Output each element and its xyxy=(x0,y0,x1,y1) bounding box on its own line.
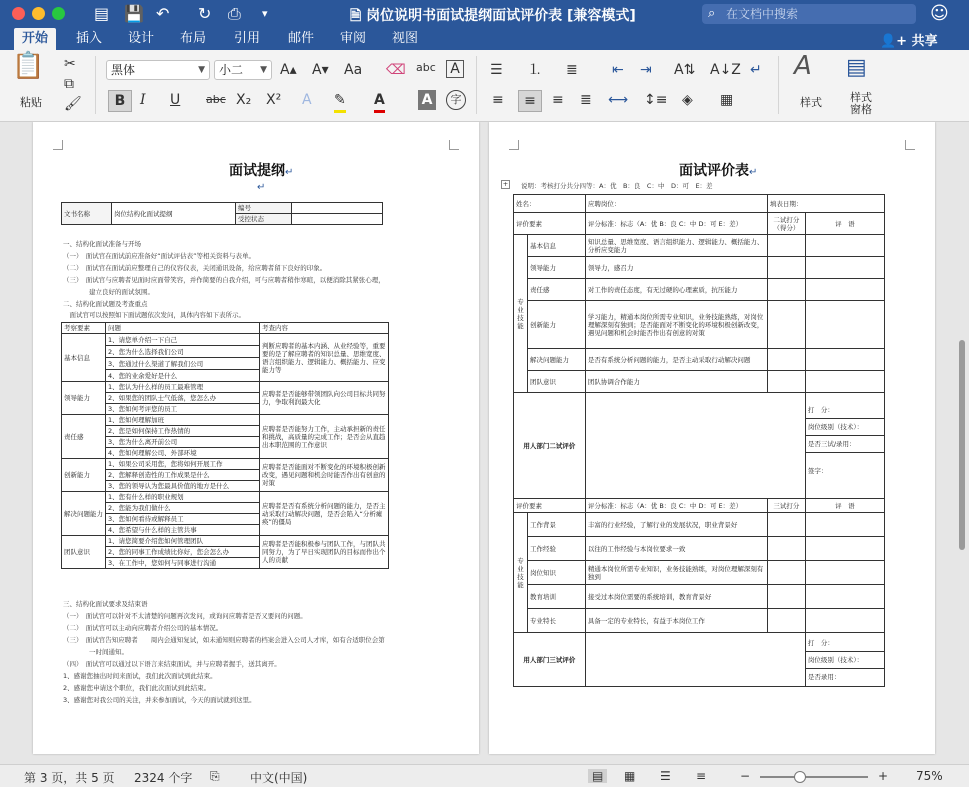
bold-button[interactable]: B xyxy=(108,90,132,112)
hire-field[interactable]: 是否录用： xyxy=(807,672,841,681)
right-page-title: 面试评价表↵ xyxy=(679,163,758,179)
table-header: 考查内容 xyxy=(260,323,389,334)
content-cell: 判断应聘者的基本内涵、从业经验等，重要要的是了解应聘者的知识总量、思维宽度、语言组织能力、逻辑能力、概括能力、应变能力等 xyxy=(260,334,389,382)
strikethrough-button[interactable]: abc xyxy=(206,93,226,106)
comment-cell[interactable] xyxy=(805,585,884,609)
title-bar xyxy=(0,0,969,28)
print-layout-view-icon[interactable]: ▤ xyxy=(588,769,607,783)
table-header: 考察要素 xyxy=(62,323,106,334)
score-field[interactable]: 打 分： xyxy=(806,635,884,652)
paragraph-mark-icon: ↵ xyxy=(285,167,294,178)
standard-cell: 是否有系统分析问题的能力，是否主动采取行动解决问题 xyxy=(585,349,767,371)
hire-field[interactable]: 是否三试/录用： xyxy=(806,436,884,453)
character-shading-icon[interactable]: A xyxy=(418,90,436,110)
table-header: 三试打分 xyxy=(767,499,805,513)
copy-icon[interactable]: ⧉ xyxy=(64,76,74,92)
tab-view[interactable]: 视图 xyxy=(392,31,419,46)
justify-icon[interactable]: ≣ xyxy=(580,92,592,108)
standard-cell: 对工作的责任态度，有无过硬的心理素质，抗压能力 xyxy=(585,279,767,301)
factor-cell: 责任感 xyxy=(528,279,586,301)
tab-home[interactable]: 开始 xyxy=(14,28,56,50)
sidebar-toggle-icon[interactable]: ▤ xyxy=(94,4,110,23)
score-cell[interactable] xyxy=(767,513,805,537)
outline-view-icon[interactable]: ☰ xyxy=(660,769,671,783)
change-case-icon[interactable]: Aa xyxy=(344,62,363,78)
question-table xyxy=(61,322,389,569)
scrollbar-thumb[interactable] xyxy=(959,340,965,550)
shrink-font-icon[interactable]: A▾ xyxy=(312,62,329,78)
status-bar xyxy=(0,764,969,787)
increase-indent-icon[interactable]: ⇥ xyxy=(640,62,652,78)
third-interview-label: 用人部门三试评价 xyxy=(514,633,586,687)
numbering-icon[interactable]: ⒈ xyxy=(528,62,542,78)
zoom-slider[interactable] xyxy=(760,776,868,778)
comment-cell[interactable] xyxy=(805,513,884,537)
paragraph: （二） 面试官在面试前应整理自己的仪容仪表，关闭通讯设备，给应聘者留下良好的印象。 xyxy=(63,264,327,272)
position-label: 应聘岗位： xyxy=(585,195,767,213)
tab-design[interactable]: 设计 xyxy=(128,31,155,46)
paragraph-mark-icon: ↵ xyxy=(749,167,758,178)
paragraph: （一） 面试官在面试前应准备好“面试评估表”等相关资料与表单。 xyxy=(63,252,255,260)
paragraph-mark-icon: ↵ xyxy=(257,182,266,193)
paragraph: （一） 面试官可以针对不太清楚的问题再次发问，或询问应聘者是否又要问的问题。 xyxy=(63,612,307,620)
standard-cell: 精通本岗位所需专业知识，业务技能熟练，对岗位理解深刻有独到 xyxy=(585,561,767,585)
styles-icon[interactable]: A xyxy=(794,51,812,81)
second-interview-label: 用人部门二试评价 xyxy=(514,393,586,499)
font-color-icon[interactable]: A xyxy=(374,90,385,113)
page-left[interactable] xyxy=(33,122,479,754)
paragraph: 一时间通知。 xyxy=(63,648,128,656)
draft-view-icon[interactable]: ≡ xyxy=(696,769,707,783)
factor-cell: 解决问题能力 xyxy=(528,349,586,371)
question-cell: 4、您如何理解公司、外部环境 xyxy=(106,448,260,459)
document-icon: 🗎 xyxy=(350,8,367,24)
score-cell[interactable] xyxy=(767,349,805,371)
proofing-icon[interactable]: ⎘ xyxy=(210,769,220,783)
question-cell: 3、您如何看待或解释员工 xyxy=(106,514,260,525)
question-cell: 3、您的领导认为您最具价值的地方是什么 xyxy=(106,481,260,492)
align-left-icon[interactable]: ≡ xyxy=(492,92,504,108)
content-cell: 应聘者是否能面对不断变化的环境积极创新改变，遇见问题和机会时能否作出有创意的对策 xyxy=(260,459,389,492)
tab-insert[interactable]: 插入 xyxy=(76,31,103,46)
question-cell: 2、如果您的团队士气低落，您怎么办 xyxy=(106,393,260,404)
styles-pane-label[interactable]: 样式 窗格 xyxy=(850,91,872,116)
paragraph: （四） 面试官可以通过以下语言来结束面试，并与应聘者握手，送其离开。 xyxy=(63,660,281,668)
paragraph: 1、感谢您抽出时间来面试，我们此次面试到此结束。 xyxy=(63,672,217,680)
factor-cell: 创新能力 xyxy=(528,301,586,349)
third-interview-eval-cell xyxy=(805,633,884,687)
score-cell[interactable] xyxy=(767,585,805,609)
character-border-icon[interactable]: A xyxy=(446,60,464,78)
text-effects-icon[interactable]: A xyxy=(302,92,312,108)
borders-icon[interactable]: ▦ xyxy=(720,92,734,108)
sort-icon[interactable]: A↓Z xyxy=(710,62,741,78)
shading-icon[interactable]: ◈ xyxy=(682,92,693,108)
question-cell: 4、您的业余爱好是什么 xyxy=(106,370,260,382)
factor-cell: 解决问题能力 xyxy=(62,492,106,536)
score-cell[interactable] xyxy=(767,537,805,561)
scoring-note: 说明：考核打分共分四等：A：优 B：良 C：中 D：可 E：差 xyxy=(521,182,713,190)
content-cell: 应聘者是否能努力工作，主动承担新的责任和挑战，高质量的完成工作；是否会从直趋出本职范围的工作意识 xyxy=(260,415,389,459)
factor-cell: 创新能力 xyxy=(62,459,106,492)
paragraph: 建立良好的面试氛围。 xyxy=(63,288,154,296)
content-cell: 应聘者是否能积极参与团队工作，与团队共同努力，为了早日实现团队的目标而作出个人的贡献 xyxy=(260,536,389,569)
table-header: 评分标准：标志（A：优 B：良 C：中 D：可 E：差） xyxy=(585,213,767,235)
score-cell[interactable] xyxy=(767,301,805,349)
score-cell[interactable] xyxy=(767,371,805,393)
zoom-level[interactable]: 75% xyxy=(916,769,943,783)
subscript-button[interactable]: X₂ xyxy=(236,92,252,108)
question-cell: 3、您为什么离开前公司 xyxy=(106,437,260,448)
score-field[interactable]: 打 分： xyxy=(806,402,884,419)
feedback-smiley-icon[interactable]: ☺ xyxy=(930,3,949,24)
redo-icon[interactable]: ↻ xyxy=(198,4,212,23)
factor-cell: 岗位知识 xyxy=(528,561,586,585)
minimize-window-button[interactable] xyxy=(32,7,45,20)
paragraph: 面试官可以按照如下面试题依次发问，具体内容如下表所示。 xyxy=(63,311,245,319)
align-right-icon[interactable]: ≡ xyxy=(552,92,564,108)
content-cell: 应聘者是否有系统分析问题的能力，是否主动采取行动解决问题，是否会陷入“分析瘫痪”的僵局 xyxy=(260,492,389,536)
close-window-button[interactable] xyxy=(12,7,25,20)
level-field[interactable]: 岗位级别（技术）： xyxy=(806,419,884,436)
paste-label: 粘贴 xyxy=(20,96,42,109)
undo-icon[interactable]: ↶ xyxy=(156,4,170,23)
score-cell[interactable] xyxy=(767,609,805,633)
score-cell[interactable] xyxy=(767,279,805,301)
question-cell: 2、您解释创造性的工作成果是什么 xyxy=(106,470,260,481)
print-icon[interactable]: ⎙ xyxy=(228,4,241,23)
signature-field[interactable]: 签字： xyxy=(807,467,828,475)
standard-cell: 具备一定的专业特长，有益于本岗位工作 xyxy=(585,609,767,633)
zoom-slider-handle[interactable] xyxy=(794,771,806,783)
date-label: 填表日期： xyxy=(767,195,884,213)
zoom-in-icon[interactable]: + xyxy=(878,769,889,783)
table-header: 问题 xyxy=(106,323,260,334)
underline-button[interactable]: U xyxy=(170,92,181,108)
standard-cell: 以往的工作经验与本岗位要求一致 xyxy=(585,537,767,561)
section-heading: 三、结构化面试要求及结束语 xyxy=(63,600,148,608)
styles-label: 样式 xyxy=(800,96,822,109)
save-icon[interactable]: 💾 xyxy=(124,4,144,23)
group-label: 专业技能 xyxy=(514,513,528,633)
comment-cell[interactable] xyxy=(805,561,884,585)
page-right[interactable] xyxy=(489,122,935,754)
comment-cell[interactable] xyxy=(805,371,884,393)
comment-cell[interactable] xyxy=(805,235,884,257)
question-cell: 1、请您单介绍一下自己 xyxy=(106,334,260,346)
enclose-character-icon[interactable]: 字 xyxy=(446,90,466,110)
question-cell: 2、您的同事工作成绩比你好，您会怎么办 xyxy=(106,547,260,558)
multilevel-list-icon[interactable]: ≣ xyxy=(566,62,578,78)
search-input[interactable]: ⌕ 在文档中搜索 xyxy=(702,4,916,24)
format-painter-icon[interactable]: 🖌 xyxy=(64,96,82,112)
comment-cell[interactable] xyxy=(805,537,884,561)
document-area[interactable] xyxy=(0,122,969,764)
evaluation-table xyxy=(513,194,885,687)
factor-cell: 专业特长 xyxy=(528,609,586,633)
tab-layout[interactable]: 布局 xyxy=(180,31,207,46)
table-header: 评价要素 xyxy=(514,499,586,513)
font-name-select[interactable]: 黑体 ▼ xyxy=(106,60,210,80)
comment-cell[interactable] xyxy=(805,301,884,349)
comment-cell[interactable] xyxy=(805,279,884,301)
question-cell: 4、您希望与什么样的主管共事 xyxy=(106,525,260,536)
factor-cell: 领导能力 xyxy=(528,257,586,279)
question-cell: 2、您能为我们做什么 xyxy=(106,503,260,514)
maximize-window-button[interactable] xyxy=(52,7,65,20)
bullets-icon[interactable]: ☰ xyxy=(490,62,503,78)
tab-mailings[interactable]: 邮件 xyxy=(288,31,315,46)
highlight-icon[interactable]: ✎ xyxy=(334,90,346,113)
doc-info-table xyxy=(61,202,383,225)
third-interview-comment-cell[interactable] xyxy=(585,633,805,687)
second-interview-eval-cell xyxy=(805,393,884,499)
factor-cell: 教育培训 xyxy=(528,585,586,609)
word-count[interactable]: 2324 个字 xyxy=(134,771,193,785)
show-formatting-icon[interactable]: ↵ xyxy=(750,62,762,78)
web-layout-view-icon[interactable]: ▦ xyxy=(624,769,636,783)
score-cell[interactable] xyxy=(767,235,805,257)
table-header: 评 语 xyxy=(805,499,884,513)
paragraph: （二） 面试官可以主动向应聘者介绍公司的基本情况。 xyxy=(63,624,223,632)
question-cell: 1、如果公司采用您，您将如何开展工作 xyxy=(106,459,260,470)
question-cell: 2、您为什么选择我们公司 xyxy=(106,346,260,358)
question-cell: 1、请您简要介绍您如何管理团队 xyxy=(106,536,260,547)
clear-format-icon[interactable]: ⌫ xyxy=(386,62,406,78)
styles-pane-icon[interactable]: ▤ xyxy=(846,55,867,80)
left-page-title: 面试提纲↵ xyxy=(229,163,294,179)
standard-cell: 丰富的行业经验，了解行业的发展状况，职业背景好 xyxy=(585,513,767,537)
table-header: 二试打分（得分） xyxy=(767,213,805,235)
customize-toolbar-icon[interactable]: ▾ xyxy=(262,7,268,20)
paragraph: （三） 面试官告知应聘者 周内会通知复试，如未通知则应聘者的档案会进入公司人才库，如有合适职位会第 xyxy=(63,636,385,644)
factor-cell: 基本信息 xyxy=(62,334,106,382)
factor-cell: 团队意识 xyxy=(528,371,586,393)
text-direction-icon[interactable]: A⇅ xyxy=(674,62,696,78)
paragraph: （三） 面试官与应聘者见面时应面带笑容，并作简要的自我介绍，可与应聘者稍作寒暄，以便消除其紧张心理， xyxy=(63,276,385,284)
table-header: 评价要素 xyxy=(514,213,586,235)
align-center-icon[interactable]: ≡ xyxy=(518,90,542,112)
superscript-button[interactable]: X² xyxy=(266,92,282,108)
question-cell: 2、您是如何保持工作热情的 xyxy=(106,426,260,437)
ribbon-tabs xyxy=(0,28,969,50)
doc-status-label: 受控状态 xyxy=(236,214,292,225)
group-label: 专业技能 xyxy=(514,235,528,393)
table-header: 评分标准：标志（A：优 B：良 C：中 D：可 E：差） xyxy=(585,499,767,513)
doc-code-label: 编号 xyxy=(236,203,292,214)
language[interactable]: 中文(中国) xyxy=(250,771,308,785)
paste-icon[interactable]: 📋 xyxy=(12,51,45,81)
name-label: 姓名： xyxy=(514,195,586,213)
question-cell: 1、您如何理解加班 xyxy=(106,415,260,426)
question-cell: 3、您通过什么渠道了解我们公司 xyxy=(106,358,260,370)
window-title: 🗎 岗位说明书面试提纲面试评价表 [兼容模式] xyxy=(350,8,636,24)
section-heading: 二、结构化面试题及考查重点 xyxy=(63,300,148,308)
doc-name-value: 岗位结构化面试提纲 xyxy=(112,203,236,225)
doc-name-label: 文书名称 xyxy=(62,203,112,225)
ribbon xyxy=(0,50,969,122)
content-cell: 应聘者是否能够带领团队向公司目标共同努力，争取利润最大化 xyxy=(260,382,389,415)
tab-review[interactable]: 审阅 xyxy=(340,31,367,46)
factor-cell: 工作背景 xyxy=(528,513,586,537)
font-size-select[interactable]: 小二 ▼ xyxy=(214,60,272,80)
comment-cell[interactable] xyxy=(805,609,884,633)
add-person-icon: 👤+ xyxy=(880,34,912,49)
factor-cell: 工作经验 xyxy=(528,537,586,561)
standard-cell: 学习能力，精通本岗位所需专业知识，业务技能熟练，对岗位理解深刻有独到；是否能面对不断变化的环境积极创新改变，遇见问题和机会时能否作出有创意的对策 xyxy=(585,301,767,349)
comment-cell[interactable] xyxy=(805,257,884,279)
phonetic-guide-icon[interactable]: abc xyxy=(416,61,436,74)
score-cell[interactable] xyxy=(767,257,805,279)
page-count[interactable]: 第 3 页，共 5 页 xyxy=(24,771,115,785)
chevron-down-icon: ▼ xyxy=(260,65,267,75)
question-cell: 1、您有什么样的职业规划 xyxy=(106,492,260,503)
paragraph: 3、感谢您对我公司的关注，并来参加面试，今天的面试就到这里。 xyxy=(63,696,256,704)
factor-cell: 责任感 xyxy=(62,415,106,459)
second-interview-comment-cell[interactable] xyxy=(585,393,805,499)
question-cell: 3、您如何考评您的员工 xyxy=(106,404,260,415)
question-cell: 3、在工作中，您如何与同事进行沟通 xyxy=(106,558,260,569)
score-cell[interactable] xyxy=(767,561,805,585)
table-move-handle-icon[interactable]: + xyxy=(502,180,509,188)
table-header: 评 语 xyxy=(805,213,884,235)
paragraph: 2、感谢您申请这个职位，我们此次面试到此结束。 xyxy=(63,684,211,692)
standard-cell: 领导力，感召力 xyxy=(585,257,767,279)
level-field[interactable]: 岗位级别（技术）： xyxy=(806,652,884,669)
factor-cell: 基本信息 xyxy=(528,235,586,257)
comment-cell[interactable] xyxy=(805,349,884,371)
standard-cell: 团队协调合作能力 xyxy=(585,371,767,393)
distributed-icon[interactable]: ⟷ xyxy=(608,92,629,108)
vertical-scrollbar[interactable] xyxy=(957,122,967,764)
factor-cell: 团队意识 xyxy=(62,536,106,569)
zoom-out-icon[interactable]: − xyxy=(740,769,751,783)
share-button[interactable]: 👤+ 共享 xyxy=(880,34,938,49)
section-heading: 一、结构化面试准备与开场 xyxy=(63,240,141,248)
line-spacing-icon[interactable]: ↕≡ xyxy=(644,92,668,108)
decrease-indent-icon[interactable]: ⇤ xyxy=(612,62,624,78)
cut-icon[interactable]: ✂ xyxy=(64,56,76,72)
tab-references[interactable]: 引用 xyxy=(234,31,261,46)
italic-button[interactable]: I xyxy=(140,92,146,108)
chevron-down-icon: ▼ xyxy=(198,65,205,75)
standard-cell: 接受过本岗位需要的系统培训，教育背景好 xyxy=(585,585,767,609)
grow-font-icon[interactable]: A▴ xyxy=(280,62,297,78)
standard-cell: 知识总量、思维宽度、语言组织能力、逻辑能力、概括能力、分析应变能力 xyxy=(585,235,767,257)
question-cell: 1、您认为什么样的员工最难管理 xyxy=(106,382,260,393)
search-icon: ⌕ xyxy=(708,6,716,21)
factor-cell: 领导能力 xyxy=(62,382,106,415)
